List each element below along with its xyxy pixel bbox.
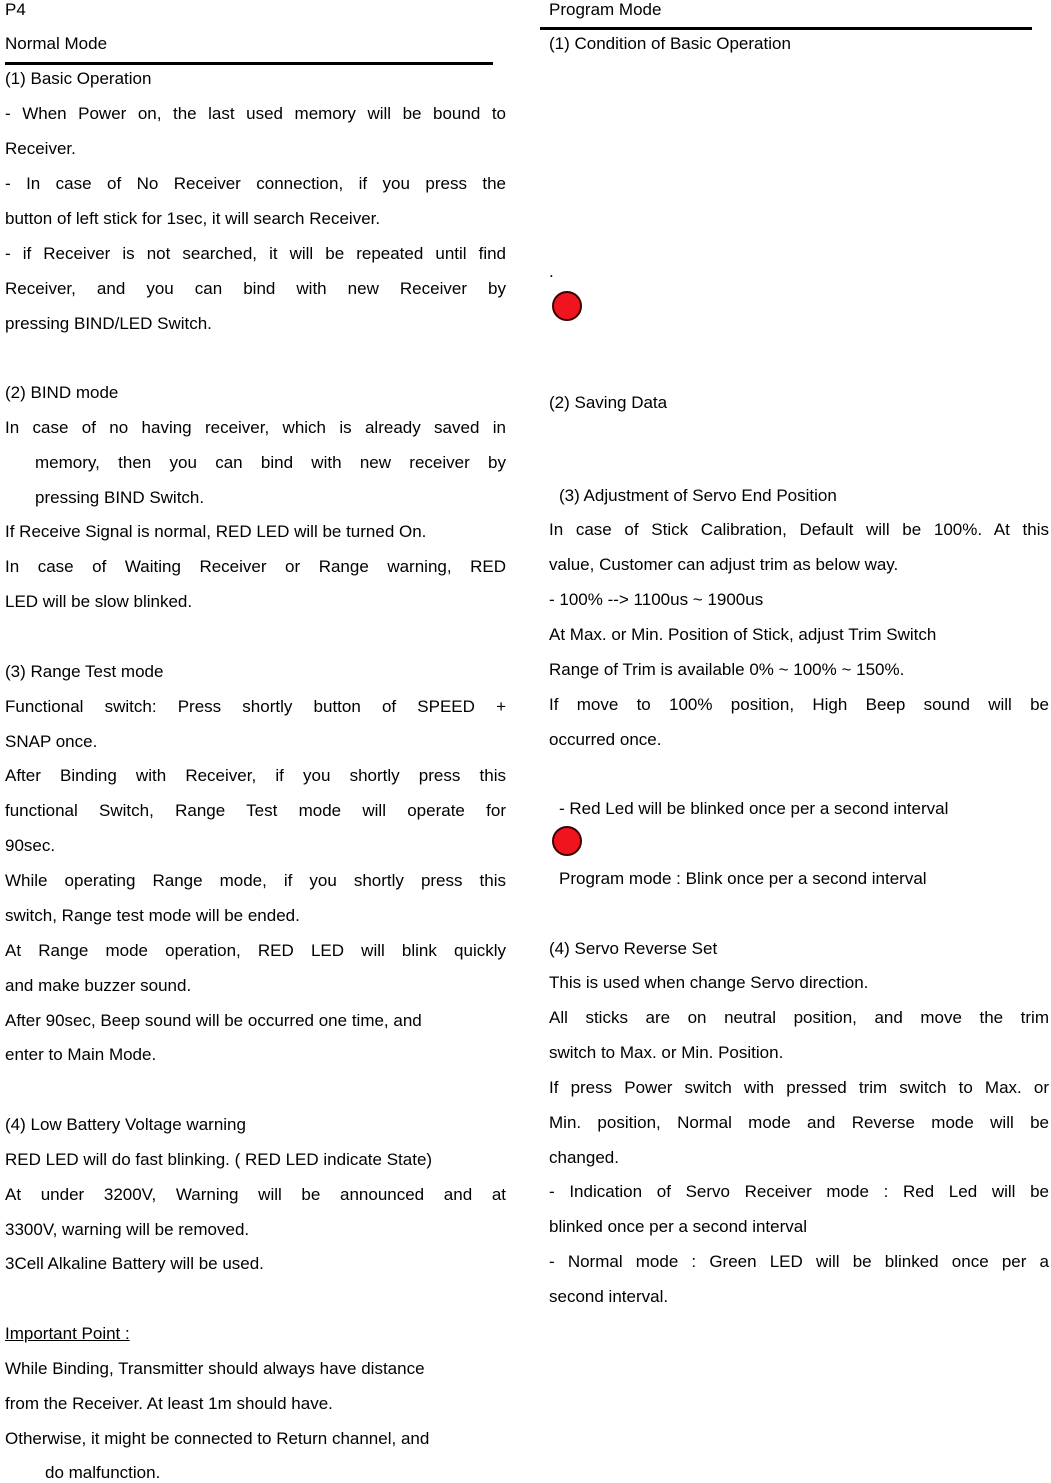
body-line: - In case of No Receiver connection, if you press the xyxy=(5,174,506,193)
important-line: from the Receiver. At least 1m should have. xyxy=(5,1394,333,1413)
body-line: If press Power switch with pressed trim switch to Max. or xyxy=(549,1078,1049,1097)
body-line: In case of Waiting Receiver or Range warning, RED xyxy=(5,557,506,576)
important-line: Otherwise, it might be connected to Return channel, and xyxy=(5,1429,430,1448)
page-label: P4 xyxy=(5,0,26,19)
body-line: - 100% --> 1100us ~ 1900us xyxy=(549,590,764,609)
body-line: Functional switch: Press shortly button of SPEED + xyxy=(5,697,506,716)
program-mode-note: Program mode : Blink once per a second interval xyxy=(559,869,927,888)
body-line: SNAP once. xyxy=(5,732,98,751)
body-line: pressing BIND Switch. xyxy=(35,488,205,507)
normal-mode-title: Normal Mode xyxy=(5,34,108,53)
condition-basic-operation-heading: (1) Condition of Basic Operation xyxy=(549,34,791,53)
servo-reverse-heading: (4) Servo Reverse Set xyxy=(549,939,718,958)
body-line: button of left stick for 1sec, it will search Receiver. xyxy=(5,209,381,228)
body-line: This is used when change Servo direction. xyxy=(549,973,869,992)
body-line: Receiver, and you can bind with new Receiver by xyxy=(5,279,506,298)
body-line: blinked once per a second interval xyxy=(549,1217,807,1236)
left-title-rule xyxy=(5,62,493,65)
body-line: In case of Stick Calibration, Default will be 100%. At this xyxy=(549,520,1049,539)
body-line: Range of Trim is available 0% ~ 100% ~ 150%. xyxy=(549,660,905,679)
body-line: 3Cell Alkaline Battery will be used. xyxy=(5,1254,264,1273)
body-line: RED LED will do fast blinking. ( RED LED indicate State) xyxy=(5,1150,433,1169)
important-point-heading: Important Point : xyxy=(5,1324,130,1343)
body-line: At Max. or Min. Position of Stick, adjust Trim Switch xyxy=(549,625,937,644)
body-line: In case of no having receiver, which is already saved in xyxy=(5,418,506,437)
body-line: After 90sec, Beep sound will be occurred one time, and xyxy=(5,1011,422,1030)
body-line: All sticks are on neutral position, and move the trim xyxy=(549,1008,1049,1027)
basic-operation-heading: (1) Basic Operation xyxy=(5,69,152,88)
body-line: Min. position, Normal mode and Reverse mode will be xyxy=(549,1113,1049,1132)
body-line: enter to Main Mode. xyxy=(5,1045,157,1064)
body-line: switch, Range test mode will be ended. xyxy=(5,906,300,925)
body-line: switch to Max. or Min. Position. xyxy=(549,1043,784,1062)
red-led-icon xyxy=(552,291,582,321)
body-line: - if Receiver is not searched, it will be repeated until find xyxy=(5,244,506,263)
range-test-heading: (3) Range Test mode xyxy=(5,662,164,681)
body-line: second interval. xyxy=(549,1287,669,1306)
led-note: - Red Led will be blinked once per a second interval xyxy=(559,799,949,818)
body-line: occurred once. xyxy=(549,730,662,749)
body-line: memory, then you can bind with new receiver by xyxy=(35,453,506,472)
saving-data-heading: (2) Saving Data xyxy=(549,393,668,412)
body-line: functional Switch, Range Test mode will operate for xyxy=(5,801,506,820)
body-line: 90sec. xyxy=(5,836,56,855)
low-battery-heading: (4) Low Battery Voltage warning xyxy=(5,1115,246,1134)
body-line: After Binding with Receiver, if you shortly press this xyxy=(5,766,506,785)
program-mode-title: Program Mode xyxy=(549,0,662,19)
body-line: - Normal mode : Green LED will be blinked once per a xyxy=(549,1252,1049,1271)
body-line: value, Customer can adjust trim as below way. xyxy=(549,555,899,574)
stray-dot: . xyxy=(549,262,554,281)
body-line: and make buzzer sound. xyxy=(5,976,192,995)
right-title-rule xyxy=(540,27,1032,30)
body-line: If move to 100% position, High Beep sound will be xyxy=(549,695,1049,714)
body-line: 3300V, warning will be removed. xyxy=(5,1220,250,1239)
body-line: LED will be slow blinked. xyxy=(5,592,193,611)
body-line: At Range mode operation, RED LED will blink quickly xyxy=(5,941,506,960)
bind-mode-heading: (2) BIND mode xyxy=(5,383,119,402)
servo-end-position-heading: (3) Adjustment of Servo End Position xyxy=(559,486,837,505)
important-line: do malfunction. xyxy=(45,1463,161,1482)
body-line: Receiver. xyxy=(5,139,76,158)
body-line: At under 3200V, Warning will be announced and at xyxy=(5,1185,506,1204)
body-line: pressing BIND/LED Switch. xyxy=(5,314,212,333)
body-line: - Indication of Servo Receiver mode : Red Led will be xyxy=(549,1182,1049,1201)
important-line: While Binding, Transmitter should always have distance xyxy=(5,1359,425,1378)
red-led-icon xyxy=(552,826,582,856)
body-line: While operating Range mode, if you shortly press this xyxy=(5,871,506,890)
body-line: - When Power on, the last used memory will be bound to xyxy=(5,104,506,123)
body-line: changed. xyxy=(549,1148,619,1167)
body-line: If Receive Signal is normal, RED LED will be turned On. xyxy=(5,522,427,541)
